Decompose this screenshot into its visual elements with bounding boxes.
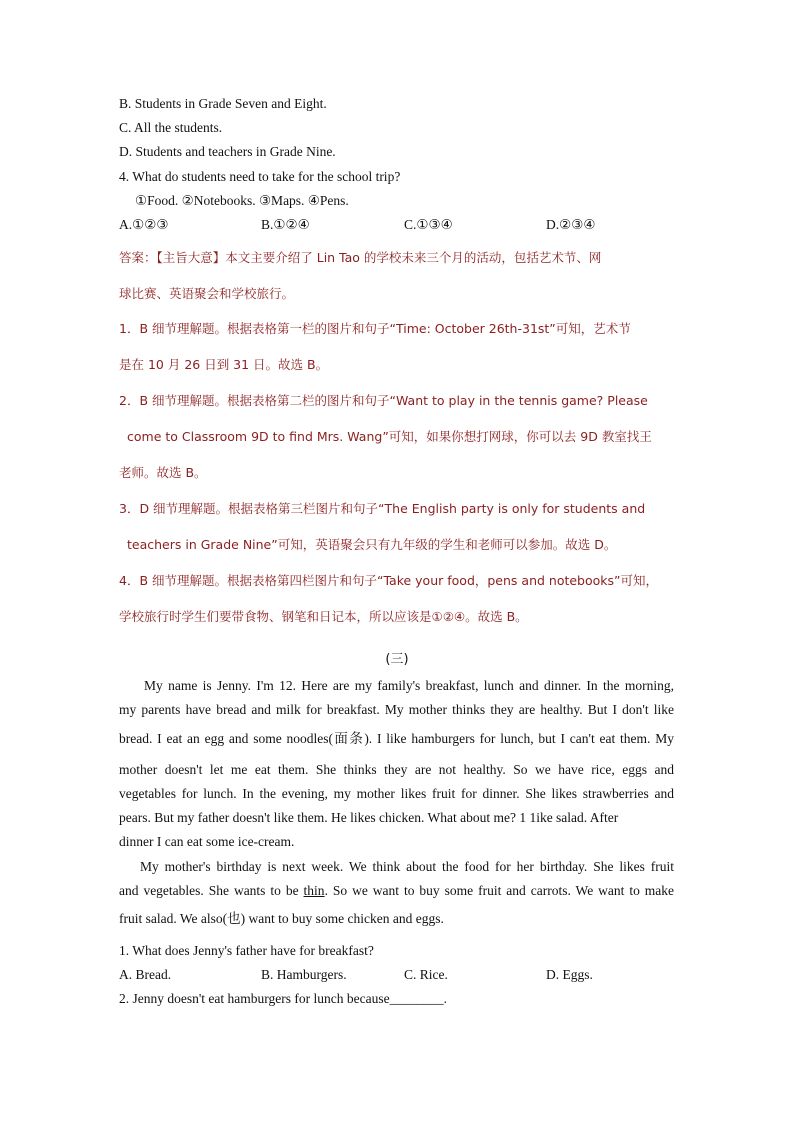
answer-2-line-2: come to Classroom 9D to find Mrs. Wang”可知，如果你想打网球，你可以去 9D 教室找王 xyxy=(127,429,652,444)
option-d: D. Students and teachers in Grade Nine. xyxy=(119,144,336,159)
option-c: C. Rice. xyxy=(404,967,448,982)
option-c: C. All the students. xyxy=(119,120,223,135)
passage-p1-line-5: vegetables for lunch. In the evening, my mother likes fruit for dinner. She likes strawberries and xyxy=(119,786,674,801)
answer-3-line-1: 3．D 细节理解题。根据表格第三栏图片和句子“The English party is only for students and xyxy=(119,501,646,516)
passage-p1-line-7: dinner I can eat some ice-cream. xyxy=(119,834,295,849)
answer-4-line-1: 4．B 细节理解题。根据表格第四栏图片和句子“Take your food，pens and notebooks”可知， xyxy=(119,573,659,588)
question-4-stem: 4. What do students need to take for the school trip? xyxy=(119,169,401,184)
passage-p2-line-1: My mother's birthday is next week. We think about the food for her birthday. She likes fruit xyxy=(140,859,674,874)
option-d: D. Eggs. xyxy=(546,967,593,982)
passage-p1-line-4: mother doesn't let me eat them. She thinks they are not healthy. So we have rice, eggs and xyxy=(119,762,674,777)
answer-2-line-3: 老师。故选 B。 xyxy=(119,465,207,480)
answer-4-line-2: 学校旅行时学生们要带食物、钢笔和日记本，所以应该是①②④。故选 B。 xyxy=(119,609,528,624)
underlined-word: thin xyxy=(303,883,325,898)
passage-p2-line-3: fruit salad. We also(也) want to buy some chicken and eggs. xyxy=(119,911,444,926)
option-b: B.①②④ xyxy=(261,217,310,232)
passage-p1-line-6: pears. But my father doesn't like them. He likes chicken. What about me? 1 1ike salad. After xyxy=(119,810,619,825)
passage-p1-line-2: my parents have bread and milk for breakfast. My mother thinks they are healthy. But I don't like xyxy=(119,702,674,717)
option-b: B. Hamburgers. xyxy=(261,967,347,982)
answer-1-line-1: 1．B 细节理解题。根据表格第一栏的图片和句子“Time: October 26th-31st”可知，艺术节 xyxy=(119,321,631,336)
question-2-stem: 2. Jenny doesn't eat hamburgers for lunch because________. xyxy=(119,991,447,1006)
answer-3-line-2: teachers in Grade Nine”可知，英语聚会只有九年级的学生和老师可以参加。故选 D。 xyxy=(127,537,617,552)
passage-p2-line-2: and vegetables. She wants to be thin. So we want to buy some fruit and carrots. We want to make xyxy=(119,883,675,898)
option-a: A.①②③ xyxy=(119,217,169,232)
answer-summary-line-2: 球比赛、英语聚会和学校旅行。 xyxy=(119,286,295,301)
section-title: (三) xyxy=(385,652,409,667)
answer-1-line-2: 是在 10 月 26 日到 31 日。故选 B。 xyxy=(119,357,329,372)
answer-2-line-1: 2．B 细节理解题。根据表格第二栏的图片和句子“Want to play in the tennis game? Please xyxy=(119,393,648,408)
option-d: D.②③④ xyxy=(546,217,596,232)
passage-p1-line-1: My name is Jenny. I'm 12. Here are my family's breakfast, lunch and dinner. In the morning, xyxy=(144,678,674,693)
option-b: B. Students in Grade Seven and Eight. xyxy=(119,96,327,111)
option-c: C.①③④ xyxy=(404,217,453,232)
answer-summary-line-1: 答案：【主旨大意】本文主要介绍了 Lin Tao 的学校未来三个月的活动，包括艺术节、网 xyxy=(119,250,602,265)
passage-p1-line-3: bread. I eat an egg and some noodles(面条). I like hamburgers for lunch, but I can't eat them. My xyxy=(119,731,674,746)
option-a: A. Bread. xyxy=(119,967,172,982)
question-4-items: ①Food. ②Notebooks. ③Maps. ④Pens. xyxy=(135,193,349,208)
question-1-stem: 1. What does Jenny's father have for breakfast? xyxy=(119,943,374,958)
